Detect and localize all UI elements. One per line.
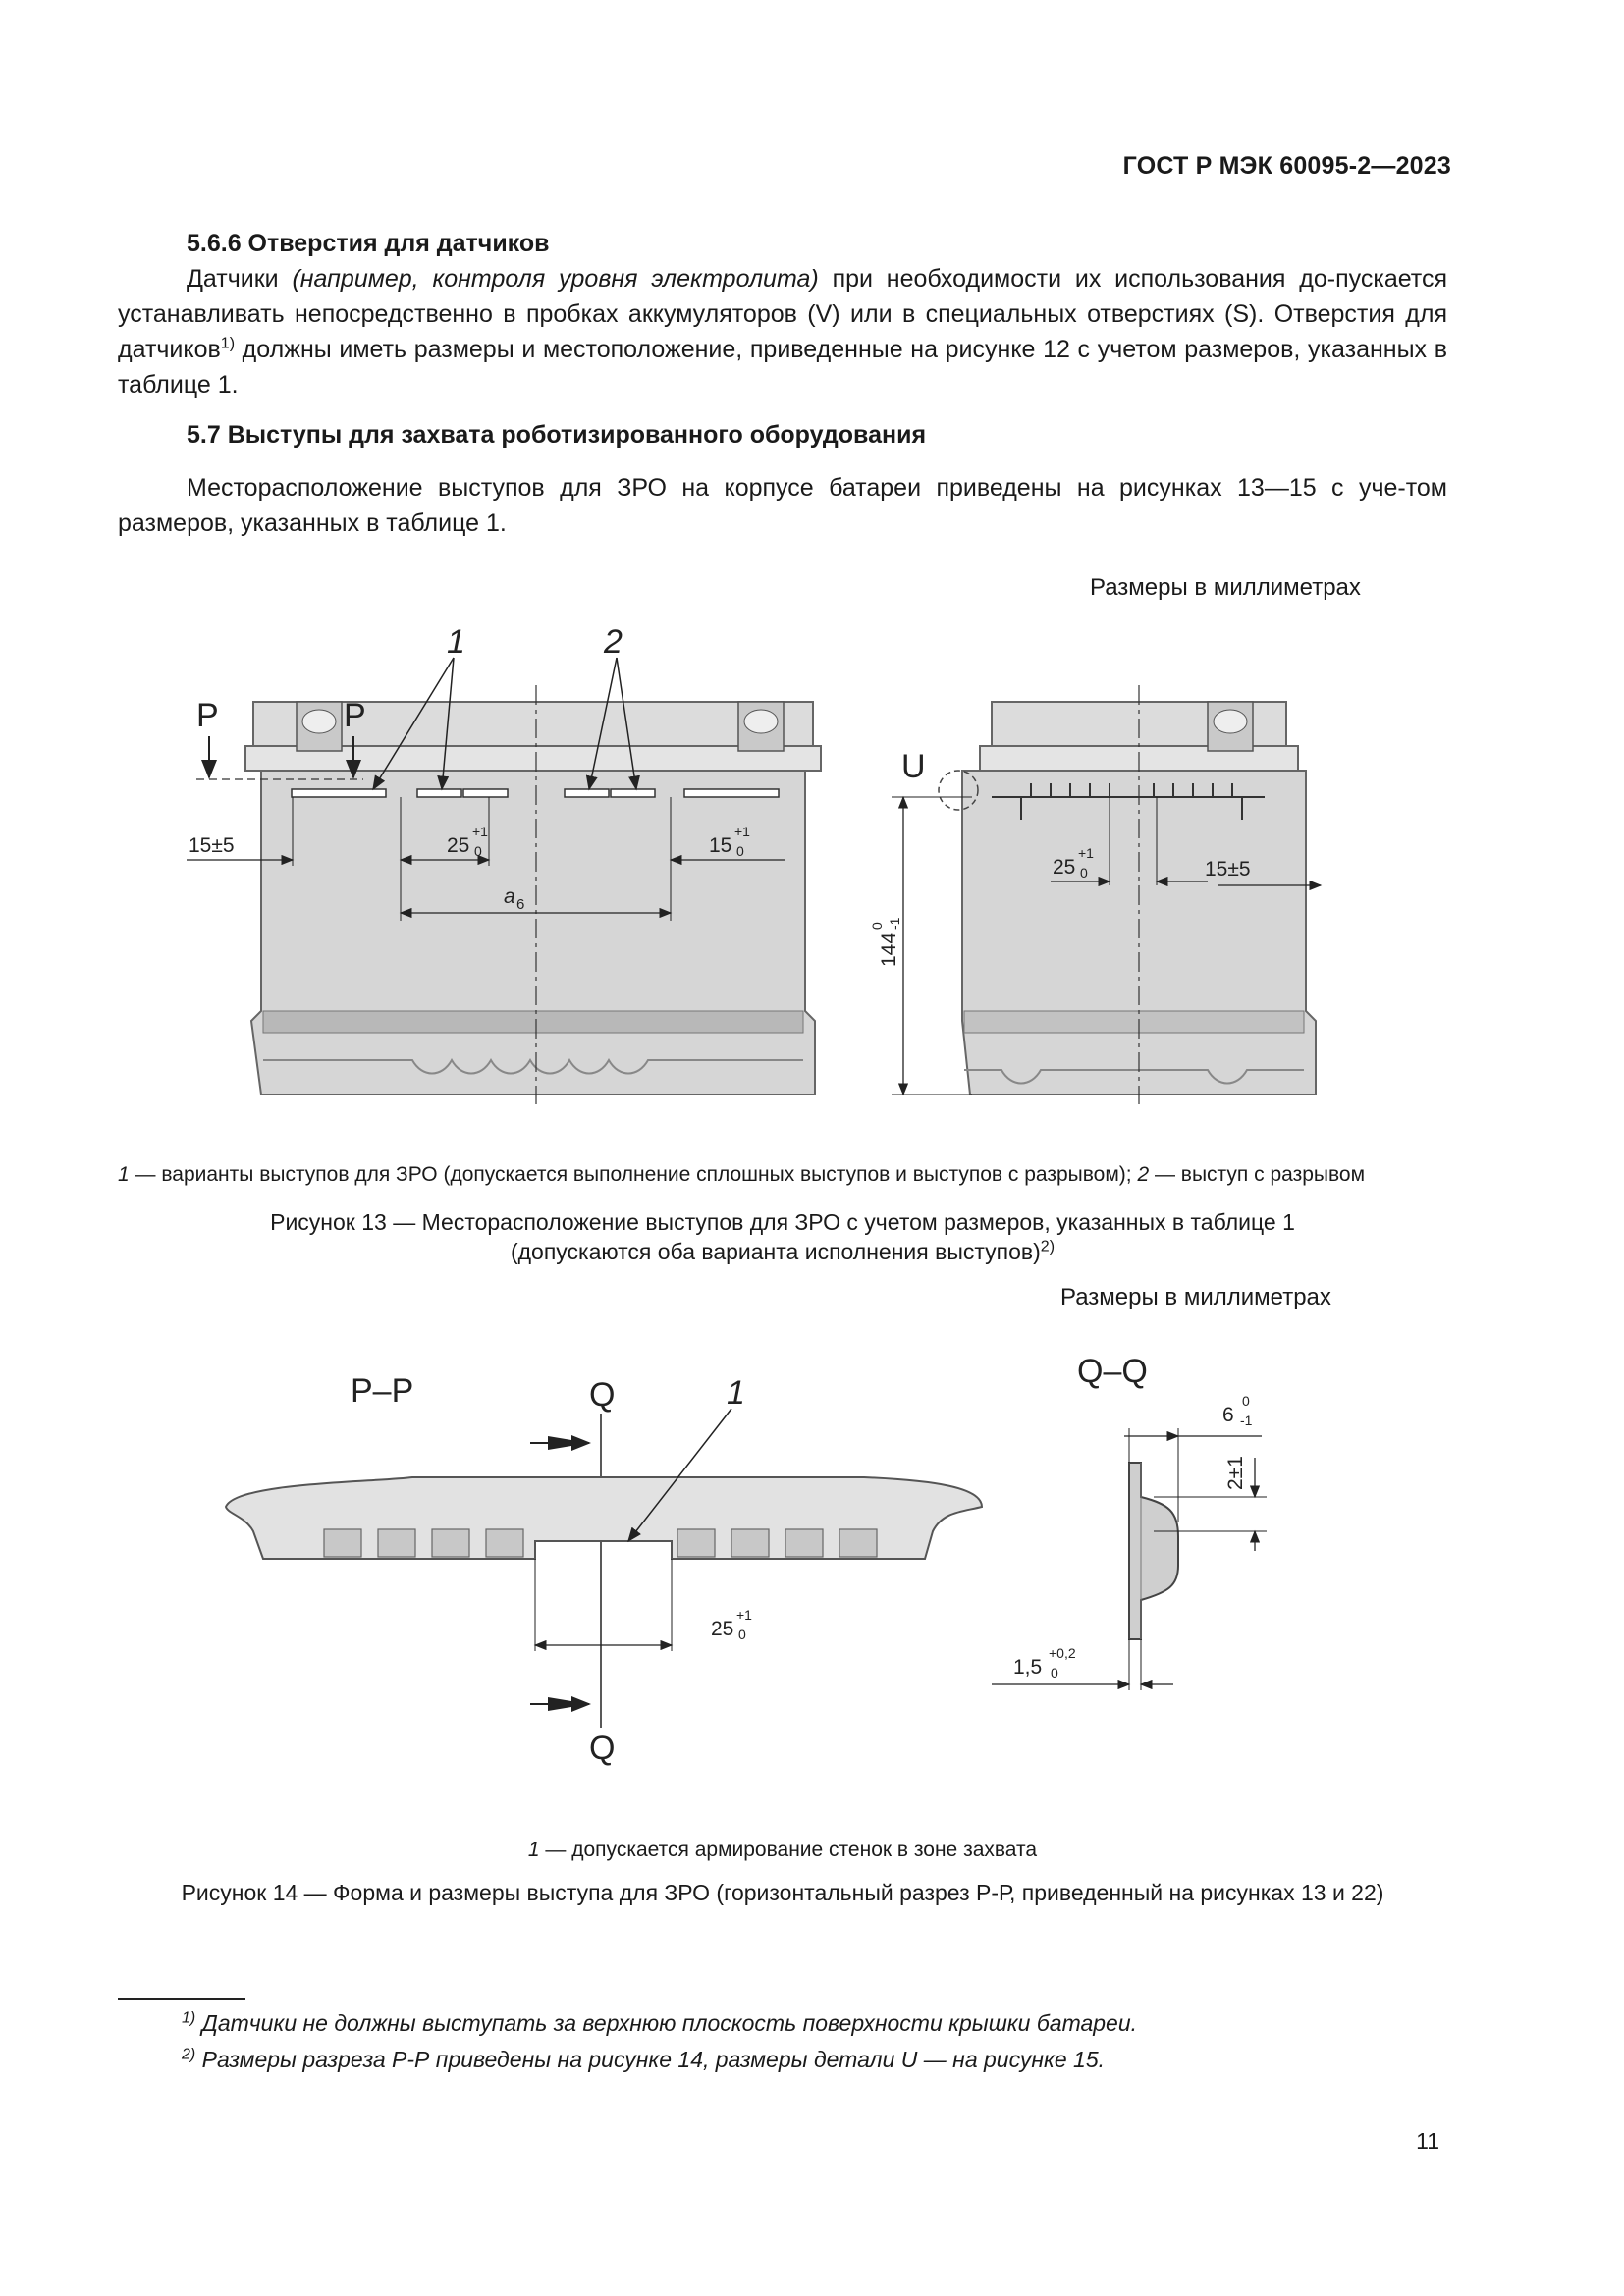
fig14-dim-1-5: 1,5 [1013, 1656, 1043, 1679]
section-5-7-title: 5.7 Выступы для захвата роботизированного оборудования [187, 421, 927, 449]
footnote-2-mark: 2) [182, 2046, 196, 2063]
fig14-legend-text: — допускается армирование стенок в зоне захвата [539, 1839, 1038, 1861]
fig13-caption-line1: Рисунок 13 — Месторасположение выступов для ЗРО с учетом размеров, указанных в таблице 1 [270, 1209, 1295, 1235]
front-case [251, 771, 815, 1095]
section-5-7 [118, 417, 1447, 541]
fig13-label-2: 2 [604, 623, 623, 661]
section-5-6-6-text-italic: (например, контроля уровня электролита) [292, 265, 819, 293]
battery-front-view [187, 623, 821, 1104]
protrusion-solid-right [684, 789, 779, 797]
fig13-dim-a6: а [504, 885, 515, 908]
fig13-dim-a6-sub: 6 [516, 896, 525, 913]
fig13-caption-line2: (допускаются оба варианта исполнения выступов) [510, 1239, 1041, 1264]
fig14-legend-num: 1 [527, 1839, 540, 1861]
fig13-dim-25: 25 [447, 834, 470, 857]
protrusion-solid-left [292, 789, 386, 797]
footnote-separator [118, 1998, 245, 2000]
fig13-legend-2-num: 2 [1137, 1163, 1150, 1186]
fig13-legend-2: — выступ с разрывом [1149, 1163, 1366, 1186]
fig13-drawing [0, 609, 1624, 1119]
fig14-dim-25-lower: 0 [738, 1627, 746, 1642]
fig14-drawing [0, 1335, 1624, 1787]
fig14-dim-25: 25 [711, 1618, 734, 1640]
fig14-dim-25-upper: +1 [736, 1607, 752, 1623]
fig13-dim-15-upper: +1 [734, 824, 750, 839]
fig13-caption [118, 1207, 1447, 1266]
fig13-dim-15: 15 [709, 834, 732, 857]
fig13-dim-15-lower: 0 [736, 843, 744, 859]
section-5-6-6-title: 5.6.6 Отверстия для датчиков [187, 230, 550, 257]
fig14-dim-6-lower: -1 [1240, 1413, 1253, 1428]
fig13-dim-25-lower: 0 [474, 843, 482, 859]
fig14-dim-1-5-upper: +0,2 [1049, 1645, 1076, 1661]
protrusion-split-1a [417, 789, 461, 797]
fig14-dim-6: 6 [1222, 1404, 1234, 1426]
fig13-legend [118, 1163, 1365, 1187]
fig13-units-note: Размеры в миллиметрах [1090, 574, 1361, 601]
battery-side-view [869, 685, 1321, 1104]
fig13-dim-144-upper: 0 [869, 922, 885, 930]
fig14-q-bottom: Q [589, 1730, 616, 1767]
fig13-side-dim-25-upper: +1 [1078, 845, 1094, 861]
fig13-detail-u: U [901, 748, 926, 785]
fig13-dim-144: 144 [878, 932, 900, 967]
footnote-2-text: Размеры разреза Р-Р приведены на рисунке 14, размеры детали U — на рисунке 15. [195, 2047, 1105, 2072]
fig14-dim-1-5-lower: 0 [1051, 1665, 1058, 1681]
fig14-label-1: 1 [727, 1374, 745, 1412]
section-5-6-6-text-a: Датчики [187, 265, 293, 293]
fig14-units-note: Размеры в миллиметрах [1060, 1284, 1331, 1310]
section-5-6-6 [118, 226, 1447, 402]
fig14-qq-label: Q–Q [1077, 1353, 1148, 1390]
fig13-side-dim-15pm5: 15±5 [1205, 858, 1251, 881]
fig13-legend-1: — варианты выступов для ЗРО (допускается выполнение сплошных выступов и выступов с разрывом); [129, 1163, 1138, 1186]
fig13-legend-1-num: 1 [118, 1163, 130, 1186]
fig13-side-dim-25: 25 [1053, 856, 1076, 879]
fig14-legend [118, 1839, 1447, 1862]
fig13-section-p-right: Р [344, 697, 366, 734]
section-5-6-6-text-b: при необходимости их использования до-пускается устанавливать непосредственно в пробках аккумуляторов (V) или в специальных отверстиях (S). Отверстия для датчиков [118, 265, 1447, 363]
fig13-dim-15pm5: 15±5 [189, 834, 235, 857]
document-header: ГОСТ Р МЭК 60095-2—2023 [1122, 152, 1451, 180]
protrusion-split-2b [611, 789, 655, 797]
footnote-ref-1: 1) [220, 335, 236, 352]
page-number: 11 [1416, 2128, 1439, 2154]
fig14-caption: Рисунок 14 — Форма и размеры выступа для ЗРО (горизонтальный разрез Р-Р, приведенный на рисунках 13 и 22) [181, 1880, 1384, 1905]
fig14-pp-label: Р–Р [351, 1372, 414, 1410]
section-5-6-6-text-c: должны иметь размеры и местоположение, приведенные на рисунке 12 с учетом размеров, указанных в таблице 1. [118, 336, 1447, 399]
fig13-dim-144-lower: -1 [887, 917, 902, 930]
fig14-q-top: Q [589, 1376, 616, 1414]
footnote-1-text: Датчики не должны выступать за верхнюю плоскость поверхности крышки батареи. [195, 2010, 1138, 2036]
protrusion-split-1b [463, 789, 508, 797]
fig13-section-p-left: Р [196, 697, 219, 734]
qq-section-shape [1129, 1463, 1178, 1639]
protrusion-split-2a [565, 789, 609, 797]
footnote-1 [182, 2010, 1137, 2037]
fig13-label-1: 1 [447, 623, 465, 661]
fig14-dim-2pm1: 2±1 [1224, 1456, 1247, 1490]
fig13-side-dim-25-lower: 0 [1080, 865, 1088, 881]
footnote-1-mark: 1) [182, 2009, 196, 2027]
fig13-dim-25-upper: +1 [472, 824, 488, 839]
footnote-ref-2: 2) [1040, 1238, 1056, 1255]
footnote-2 [182, 2047, 1105, 2073]
section-5-7-text: Месторасположение выступов для ЗРО на корпусе батареи приведены на рисунках 13—15 с уче-том размеров, указанных в таблице 1. [118, 474, 1447, 537]
fig14-dim-6-upper: 0 [1242, 1393, 1250, 1409]
